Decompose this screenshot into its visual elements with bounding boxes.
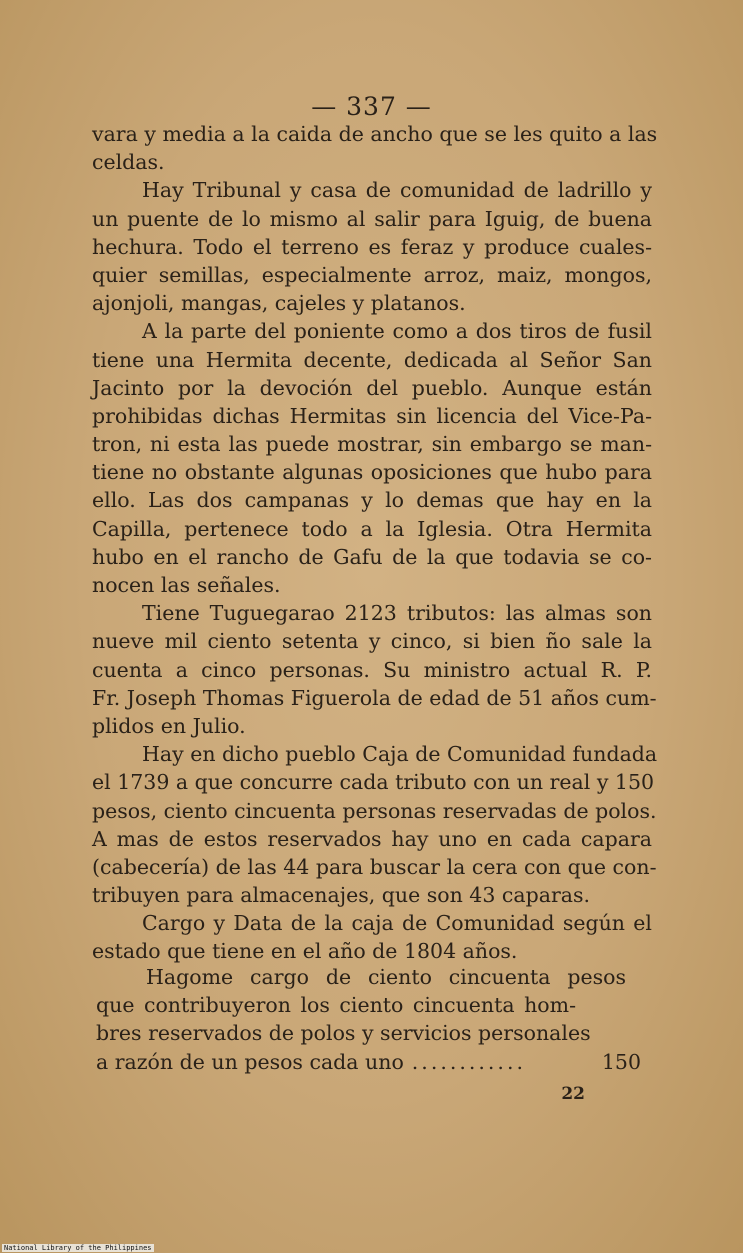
ledger-amount: 150 [601,1049,641,1074]
text-line: nocen las señales. [92,573,281,597]
text-line: (cabecería) de las 44 para buscar la cera con que con- [92,854,657,879]
text-line: el 1739 a que concurre cada tributo con un real y 150 [92,770,655,795]
text-line: celdas. [92,150,165,175]
text-line: hechura. Todo el terreno es feraz y produce cuales- [92,234,652,259]
text-line: A la parte del poniente como a dos tiros de fusil [142,319,652,344]
text-line: plidos en Julio. [92,713,246,738]
text-line: tron, ni esta las puede mostrar, sin embargo se man- [92,432,652,457]
text-line: ello. Las dos campanas y lo demas que hay en la [92,488,652,513]
ledger-line: Hagome cargo de ciento cincuenta pesos [146,965,626,989]
text-line: vara y media a la caida de ancho que se les quito a las [92,122,658,146]
text-line: Hay en dicho pueblo Caja de Comunidad fundada [142,742,658,767]
ledger-line: bres reservados de polos y servicios personales [96,1021,591,1046]
text-line: nueve mil ciento setenta y cinco, si bien ño sale la [92,629,652,654]
text-line: Capilla, pertenece todo a la Iglesia. Otra Hermita [92,516,652,541]
text-line: tribuyen para almacenajes, que son 43 caparas. [92,883,591,908]
text-line: quier semillas, especialmente arroz, maiz, mongos, [92,262,652,287]
text-line: ajonjoli, mangas, cajeles y platanos. [92,291,466,316]
ledger-entry [96,963,641,1077]
ledger-description: a razón de un pesos cada uno [96,1049,404,1074]
ledger-amount-row [96,1048,641,1077]
text-line: pesos, ciento cincuenta personas reservadas de polos. [92,798,657,823]
text-line: un puente de lo mismo al salir para Iguig, de buena [92,206,652,231]
text-line: prohibidas dichas Hermitas sin licencia del Vice-Pa- [92,403,652,428]
text-line: Cargo y Data de la caja de Comunidad según el [142,911,652,936]
text-line: Hay Tribunal y casa de comunidad de ladrillo y [142,178,652,203]
ledger-line: que contribuyeron los ciento cincuenta hom- [96,993,576,1018]
signature-mark: 22 [561,1084,585,1104]
body-text [92,120,658,966]
ledger-leader-dots: ............ [411,1049,526,1074]
text-line: hubo en el rancho de Gafu de la que todavia se co- [92,544,652,569]
text-line: cuenta a cinco personas. Su ministro actual R. P. [92,657,652,682]
text-line: tiene una Hermita decente, dedicada al Señor San [92,347,652,372]
text-line: Jacinto por la devoción del pueblo. Aunque están [92,375,652,400]
text-line: A mas de estos reservados hay uno en cada capara [92,826,652,851]
library-footer: National Library of the Philippines [4,1244,152,1252]
text-line: Tiene Tuguegarao 2123 tributos: las almas son [142,601,652,626]
page-number: — 337 — [311,92,432,121]
text-line: tiene no obstante algunas oposiciones que hubo para [92,460,652,485]
text-line: Fr. Joseph Thomas Figuerola de edad de 51 años cum- [92,685,657,710]
text-line: estado que tiene en el año de 1804 años. [92,939,518,964]
